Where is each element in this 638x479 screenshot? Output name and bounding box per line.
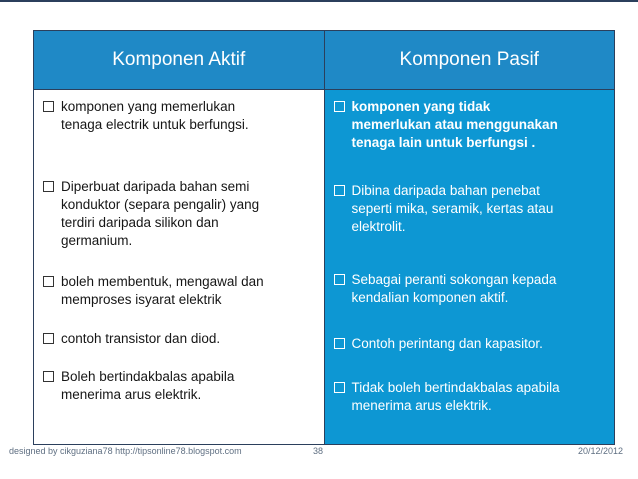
list-item [39, 178, 318, 250]
list-item-line: germanium. [61, 233, 133, 248]
list-item [39, 273, 318, 309]
list-item-line: contoh transistor dan diod. [61, 331, 221, 346]
list-item-line: Dibina daripada bahan penebat [351, 183, 540, 198]
checkbox-bullet-icon [334, 338, 345, 349]
list-item-line: menerima arus elektrik. [351, 398, 492, 413]
list-item-line: Diperbuat daripada bahan semi [61, 179, 250, 194]
list-item [39, 330, 318, 348]
list-item [39, 368, 318, 404]
list-item [39, 98, 318, 134]
table-body-row [34, 90, 615, 445]
table-header-row [34, 31, 615, 90]
footer-date: 20/12/2012 [577, 446, 623, 456]
header-komponen-aktif: Komponen Aktif [34, 31, 325, 90]
footer-page-number: 38 [313, 446, 324, 456]
list-item-line: seperti mika, seramik, kertas atau [351, 201, 554, 216]
list-item-line: memproses isyarat elektrik [61, 292, 222, 307]
aktif-column [34, 90, 325, 445]
list-item-line: terdiri daripada silikon dan [61, 215, 219, 230]
checkbox-bullet-icon [43, 101, 54, 112]
checkbox-bullet-icon [334, 185, 345, 196]
list-item-line: komponen yang memerlukan [61, 99, 236, 114]
list-item-line: menerima arus elektrik. [61, 387, 202, 402]
list-item-line: Tidak boleh bertindakbalas apabila [351, 380, 560, 395]
list-item-line: boleh membentuk, mengawal dan [61, 274, 264, 289]
comparison-table [33, 30, 615, 445]
checkbox-bullet-icon [334, 382, 345, 393]
list-item-line: tenaga lain untuk berfungsi . [351, 135, 536, 150]
checkbox-bullet-icon [43, 371, 54, 382]
pasif-column [324, 90, 615, 445]
list-item [330, 379, 609, 415]
list-item-line: konduktor (separa pengalir) yang [61, 197, 260, 212]
checkbox-bullet-icon [43, 333, 54, 344]
list-item-line: elektrolit. [351, 219, 406, 234]
list-item-line: Sebagai peranti sokongan kepada [351, 272, 557, 287]
footer-credit: designed by cikguziana78 http://tipsonline78.blogspot.com [9, 446, 242, 456]
checkbox-bullet-icon [43, 276, 54, 287]
list-item-line: memerlukan atau menggunakan [351, 117, 558, 132]
list-item-line: kendalian komponen aktif. [351, 290, 509, 305]
list-item-line: tenaga electrik untuk berfungsi. [61, 117, 249, 132]
list-item [330, 335, 609, 353]
list-item [330, 271, 609, 307]
list-item-line: Boleh bertindakbalas apabila [61, 369, 235, 384]
checkbox-bullet-icon [43, 181, 54, 192]
list-item [330, 182, 609, 236]
header-komponen-pasif: Komponen Pasif [324, 31, 615, 90]
checkbox-bullet-icon [334, 101, 345, 112]
top-rule [0, 0, 638, 2]
list-item-line: Contoh perintang dan kapasitor. [351, 336, 543, 351]
checkbox-bullet-icon [334, 274, 345, 285]
list-item [330, 98, 609, 152]
list-item-line: komponen yang tidak [351, 99, 491, 114]
